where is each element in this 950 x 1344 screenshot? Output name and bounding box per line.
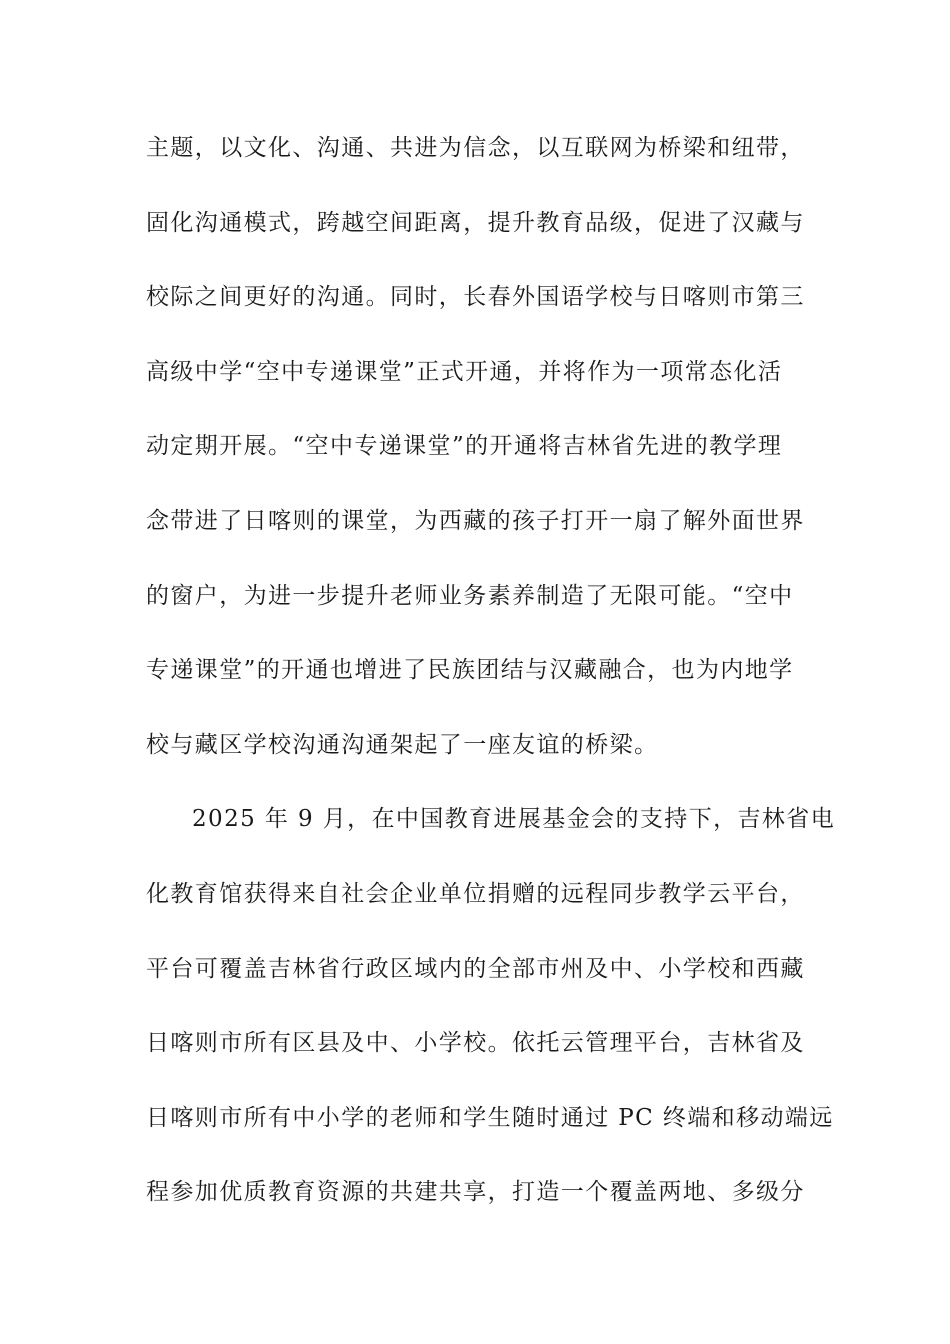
paragraph-start-line: 2025 年 9 月，在中国教育进展基金会的支持下，吉林省电 bbox=[192, 806, 836, 833]
text-line: 程参加优质教育资源的共建共享，打造一个覆盖两地、多级分 bbox=[146, 1179, 805, 1206]
text-line: 的窗户，为进一步提升老师业务素养制造了无限可能。“空中 bbox=[146, 582, 794, 609]
text-line: 主题，以文化、沟通、共进为信念，以互联网为桥梁和纽带， bbox=[146, 135, 805, 161]
text-line: 化教育馆获得来自社会企业单位捐赠的远程同步教学云平台， bbox=[146, 880, 805, 907]
text-line: 校与藏区学校沟通沟通架起了一座友谊的桥梁。 bbox=[146, 731, 659, 758]
text-line: 日喀则市所有中小学的老师和学生随时通过 PC 终端和移动端远 bbox=[146, 1104, 834, 1131]
text-line: 念带进了日喀则的课堂，为西藏的孩子打开一扇了解外面世界 bbox=[146, 507, 805, 534]
text-line: 固化沟通模式，跨越空间距离，提升教育品级，促进了汉藏与 bbox=[146, 209, 805, 236]
text-line: 校际之间更好的沟通。同时，长春外国语学校与日喀则市第三 bbox=[146, 284, 805, 311]
text-line: 动定期开展。“空中专递课堂”的开通将吉林省先进的教学理 bbox=[146, 433, 783, 460]
text-line: 专递课堂”的开通也增进了民族团结与汉藏融合，也为内地学 bbox=[146, 657, 794, 684]
text-line: 平台可覆盖吉林省行政区域内的全部市州及中、小学校和西藏 bbox=[146, 955, 805, 982]
text-line: 高级中学“空中专递课堂”正式开通，并将作为一项常态化活 bbox=[146, 358, 783, 385]
body-text bbox=[146, 128, 836, 1247]
text-line: 日喀则市所有区县及中、小学校。依托云管理平台，吉林省及 bbox=[146, 1030, 805, 1057]
